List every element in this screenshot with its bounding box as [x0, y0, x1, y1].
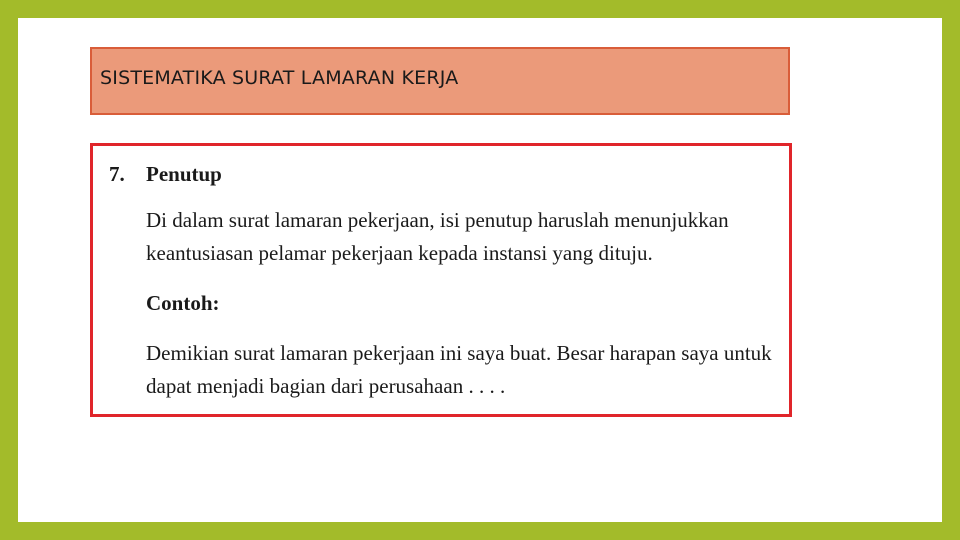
example-label: Contoh:	[146, 291, 220, 315]
paragraph-line: Di dalam surat lamaran pekerjaan, isi penutup haruslah menunjukkan	[146, 208, 729, 232]
example-line: dapat menjadi bagian dari perusahaan . . . .	[146, 374, 506, 398]
title-box	[90, 47, 790, 115]
paragraph-line: keantusiasan pelamar pekerjaan kepada instansi yang dituju.	[146, 241, 653, 265]
section-heading: Penutup	[146, 162, 222, 186]
section-number: 7.	[109, 162, 125, 186]
slide	[18, 18, 942, 522]
example-paragraph	[146, 337, 786, 403]
section-paragraph	[146, 204, 786, 270]
slide-title: SISTEMATIKA SURAT LAMARAN KERJA	[100, 67, 459, 89]
example-line: Demikian surat lamaran pekerjaan ini saya buat. Besar harapan saya untuk	[146, 341, 772, 365]
content-box	[90, 143, 792, 417]
